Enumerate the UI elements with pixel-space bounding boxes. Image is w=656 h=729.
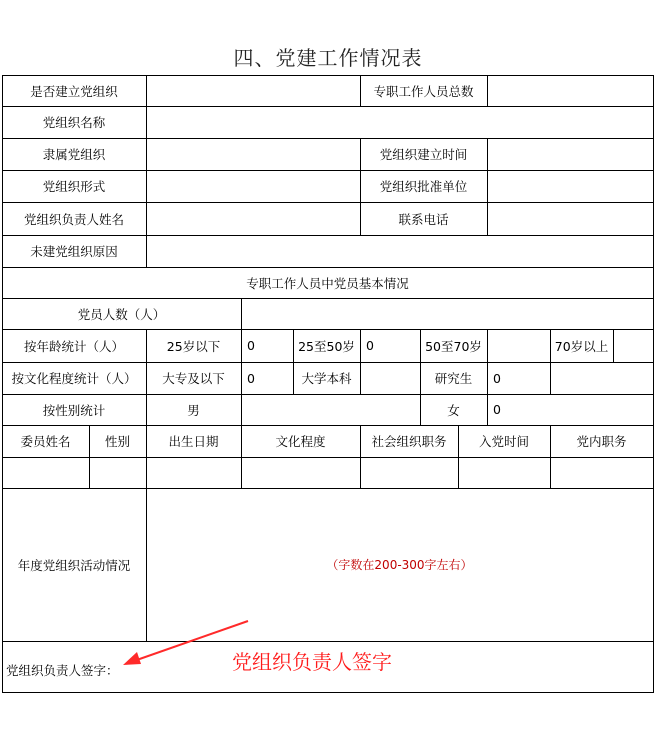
label-not-established-reason: 未建党组织原因: [30, 244, 118, 259]
label-age-25-50: 25至50岁: [298, 338, 355, 354]
label-edu-college: 大专及以下: [162, 371, 225, 386]
label-age-under25: 25岁以下: [166, 338, 221, 354]
col-member-name: 委员姓名: [20, 434, 71, 449]
value-age-25-50[interactable]: 0: [366, 338, 374, 353]
label-by-age: 按年龄统计（人）: [23, 338, 124, 354]
label-org-form: 党组织形式: [42, 179, 106, 194]
label-approval-unit: 党组织批准单位: [379, 179, 468, 194]
label-fulltime-total: 专职工作人员总数: [373, 83, 474, 99]
label-member-count: 党员人数（人）: [77, 306, 166, 322]
label-edu-graduate: 研究生: [434, 371, 473, 386]
col-party-position: 党内职务: [576, 434, 627, 449]
section-header: 专职工作人员中党员基本情况: [246, 275, 409, 291]
col-birth-date: 出生日期: [168, 434, 219, 449]
activity-hint: （字数在200-300字左右）: [326, 558, 473, 572]
col-education: 文化程度: [275, 434, 326, 449]
value-edu-college[interactable]: 0: [247, 370, 255, 386]
label-phone: 联系电话: [398, 211, 449, 227]
label-established-time: 党组织建立时间: [379, 147, 468, 162]
label-edu-bachelor: 大学本科: [301, 371, 352, 386]
label-leader-signature: 党组织负责人签字：: [6, 662, 119, 678]
label-parent-org: 隶属党组织: [42, 147, 106, 162]
page-title: 四、党建工作情况表: [233, 46, 423, 70]
value-edu-graduate[interactable]: 0: [493, 370, 501, 386]
label-leader-name: 党组织负责人姓名: [23, 211, 124, 227]
col-social-position: 社会组织职务: [371, 434, 447, 449]
signature-annotation: 党组织负责人签字: [232, 650, 392, 674]
value-female[interactable]: 0: [493, 402, 501, 417]
label-activity: 年度党组织活动情况: [17, 557, 131, 573]
label-female: 女: [447, 402, 460, 418]
col-gender: 性别: [104, 434, 130, 449]
label-org-name: 党组织名称: [42, 115, 106, 130]
label-is-established: 是否建立党组织: [30, 83, 118, 99]
col-join-date: 入党时间: [478, 434, 529, 449]
label-age-over70: 70岁以上: [554, 338, 609, 354]
label-male: 男: [187, 402, 200, 418]
label-by-gender: 按性别统计: [42, 402, 106, 418]
label-age-50-70: 50至70岁: [425, 338, 482, 354]
value-age-under25[interactable]: 0: [247, 338, 255, 353]
label-by-education: 按文化程度统计（人）: [11, 371, 137, 386]
